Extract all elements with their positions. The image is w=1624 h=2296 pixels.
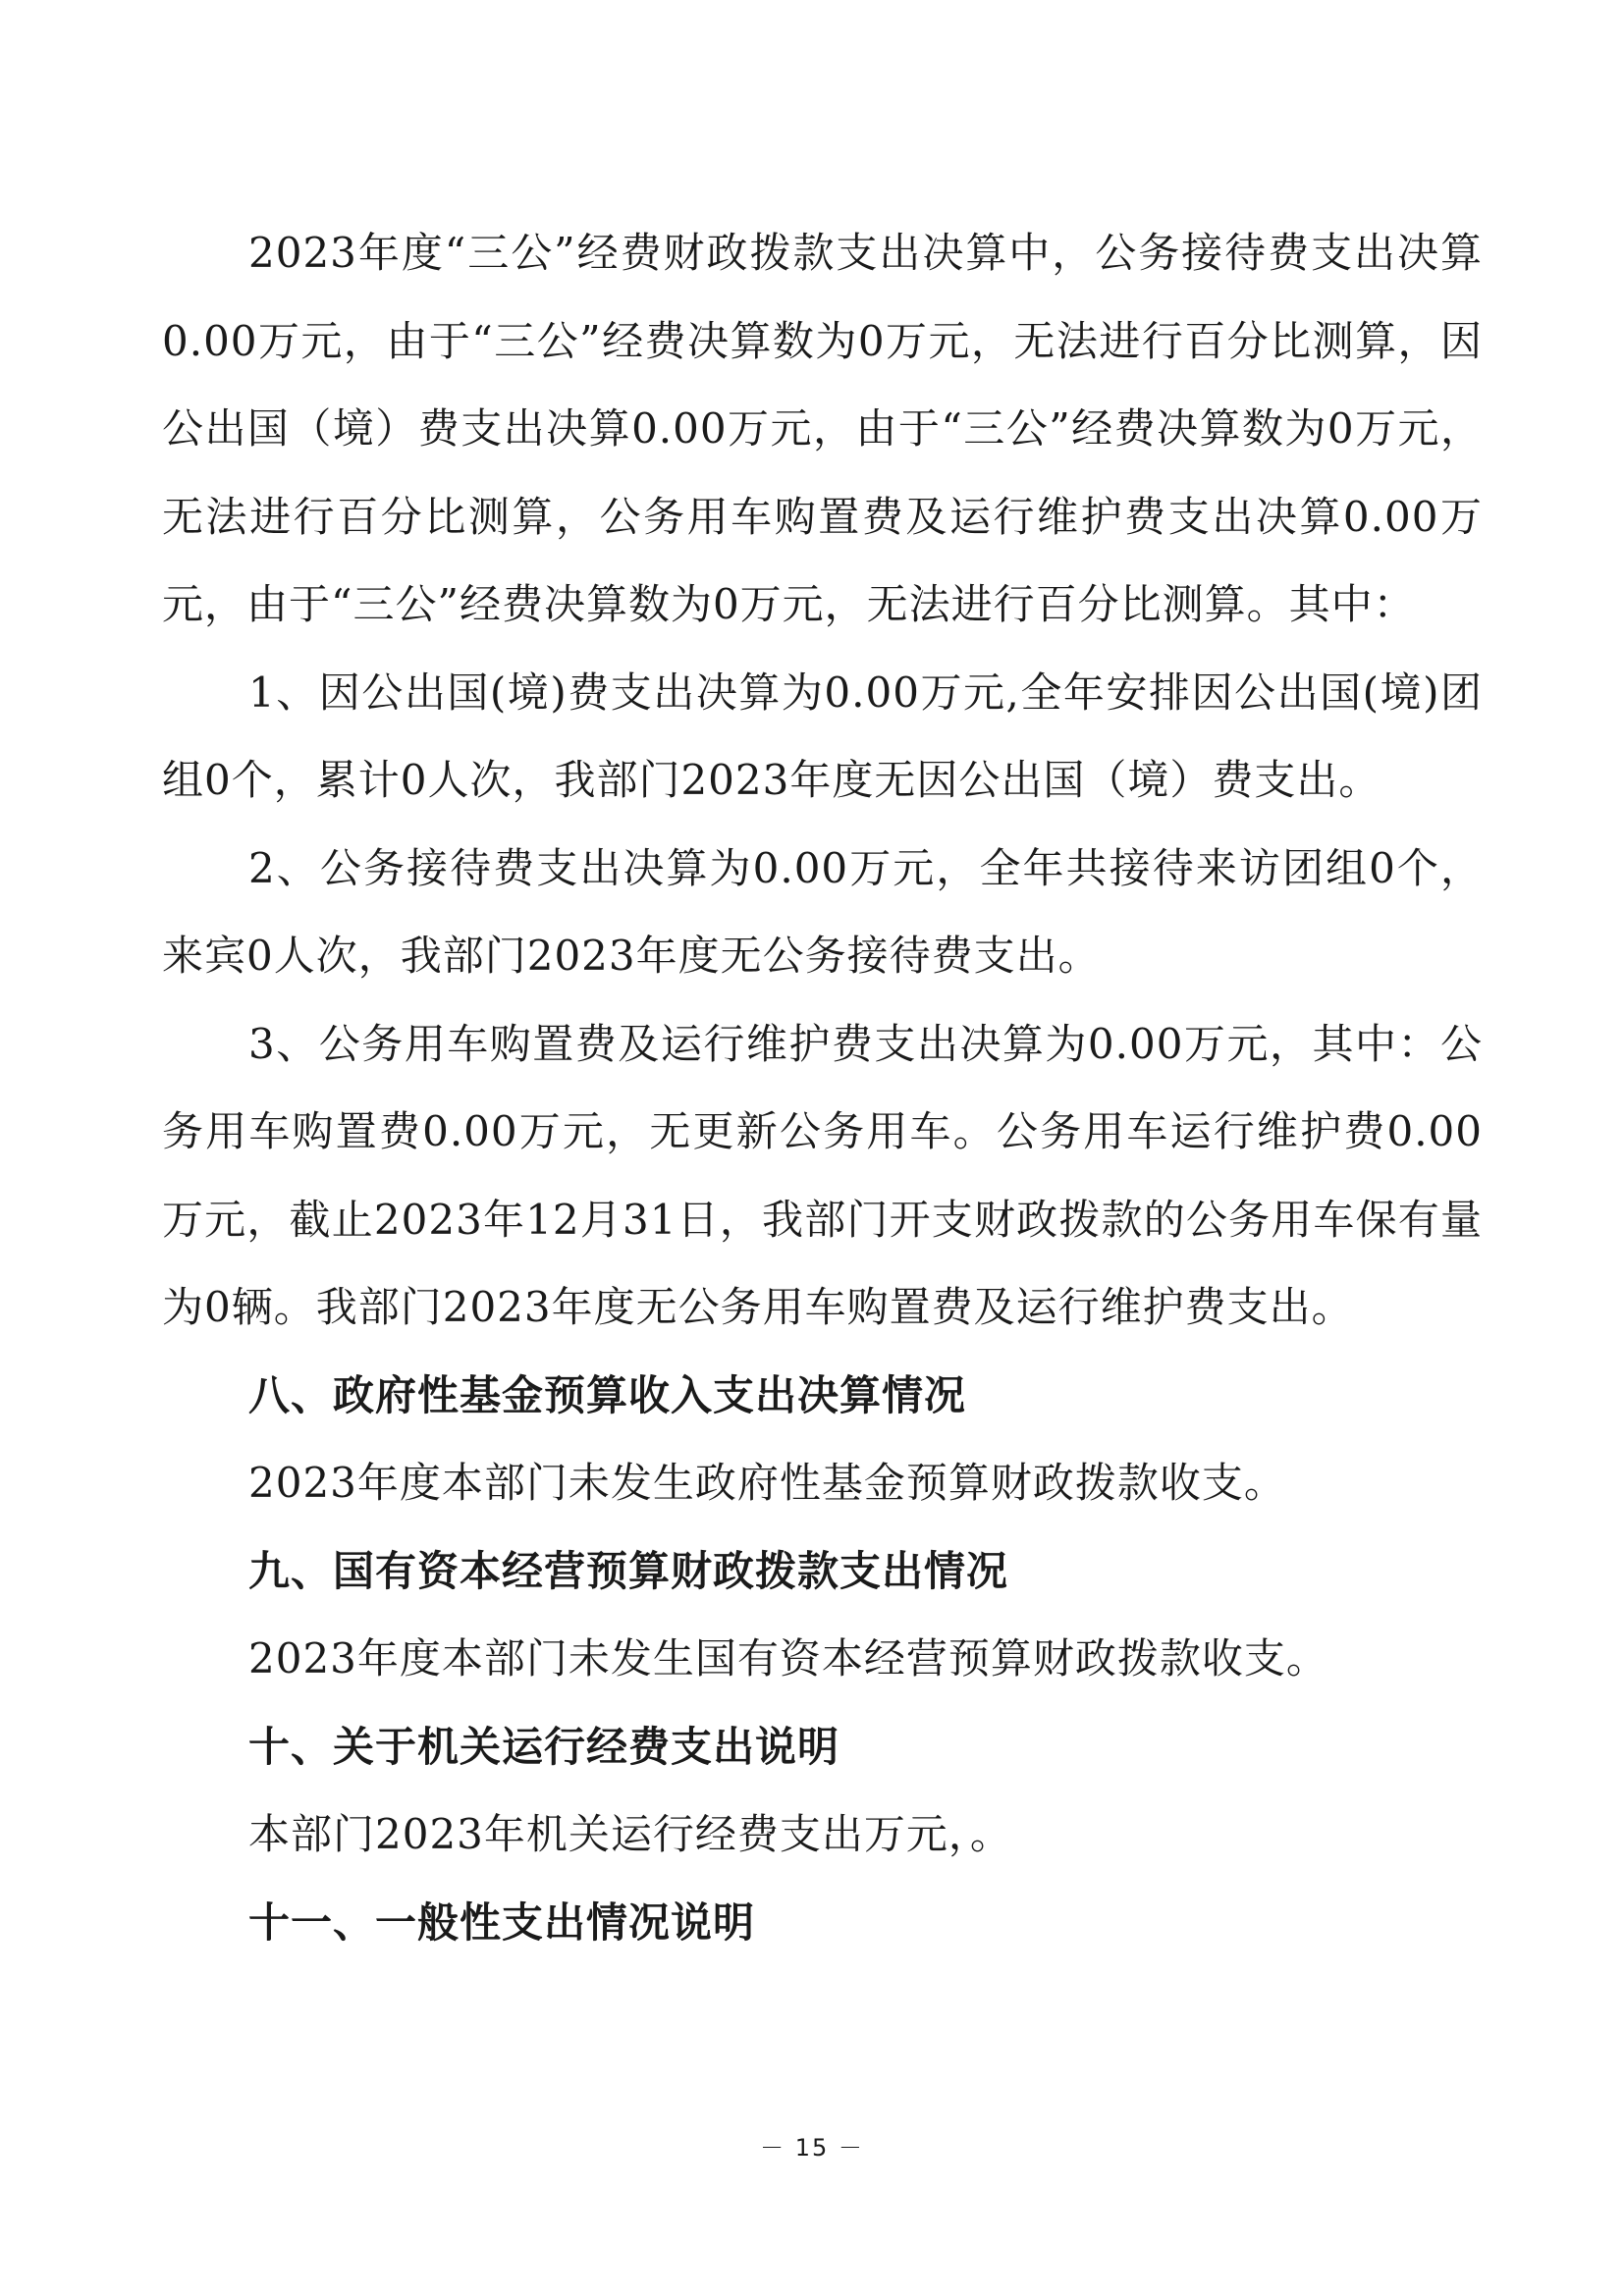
overseas-trip-expense-item: 1、因公出国(境)费支出决算为0.00万元,全年安排因公出国(境)团组0个，累计0人次，我部门2023年度无因公出国（境）费支出。 xyxy=(162,667,1483,804)
three-public-expenses-summary: 2023年度“三公”经费财政拨款支出决算中，公务接待费支出决算0.00万元，由于“三公”经费决算数为0万元，无法进行百分比测算，因公出国（境）费支出决算0.00万元，由于“三公”经费决算数为0万元，无法进行百分比测算，公务用车购置费及运行维护费支出决算0.00万元，由于“三公”经费决算数为0万元，无法进行百分比测算。其中： xyxy=(162,229,1483,628)
vehicle-expense-item: 3、公务用车购置费及运行维护费支出决算为0.00万元，其中：公务用车购置费0.00万元，无更新公务用车。公务用车运行维护费0.00万元，截止2023年12月31日，我部门开支财政拨款的公务用车保有量为0辆。我部门2023年度无公务用车购置费及运行维护费支出。 xyxy=(162,1019,1483,1331)
document-body xyxy=(162,209,1483,1966)
section-9-text: 2023年度本部门未发生国有资本经营预算财政拨款收支。 xyxy=(248,1634,1328,1682)
page-number: － 15 － xyxy=(760,2134,864,2162)
section-10-heading: 十、关于机关运行经费支出说明 xyxy=(248,1722,840,1771)
section-8-heading: 八、政府性基金预算收入支出决算情况 xyxy=(248,1370,967,1419)
section-9-heading: 九、国有资本经营预算财政拨款支出情况 xyxy=(248,1546,1009,1595)
section-11-heading: 十一、一般性支出情况说明 xyxy=(248,1897,756,1947)
reception-expense-item: 2、公务接待费支出决算为0.00万元，全年共接待来访团组0个，来宾0人次，我部门2023年度无公务接待费支出。 xyxy=(162,843,1483,980)
section-8-text: 2023年度本部门未发生政府性基金预算财政拨款收支。 xyxy=(248,1459,1286,1507)
section-10-text: 本部门2023年机关运行经费支出万元，。 xyxy=(248,1810,1012,1858)
